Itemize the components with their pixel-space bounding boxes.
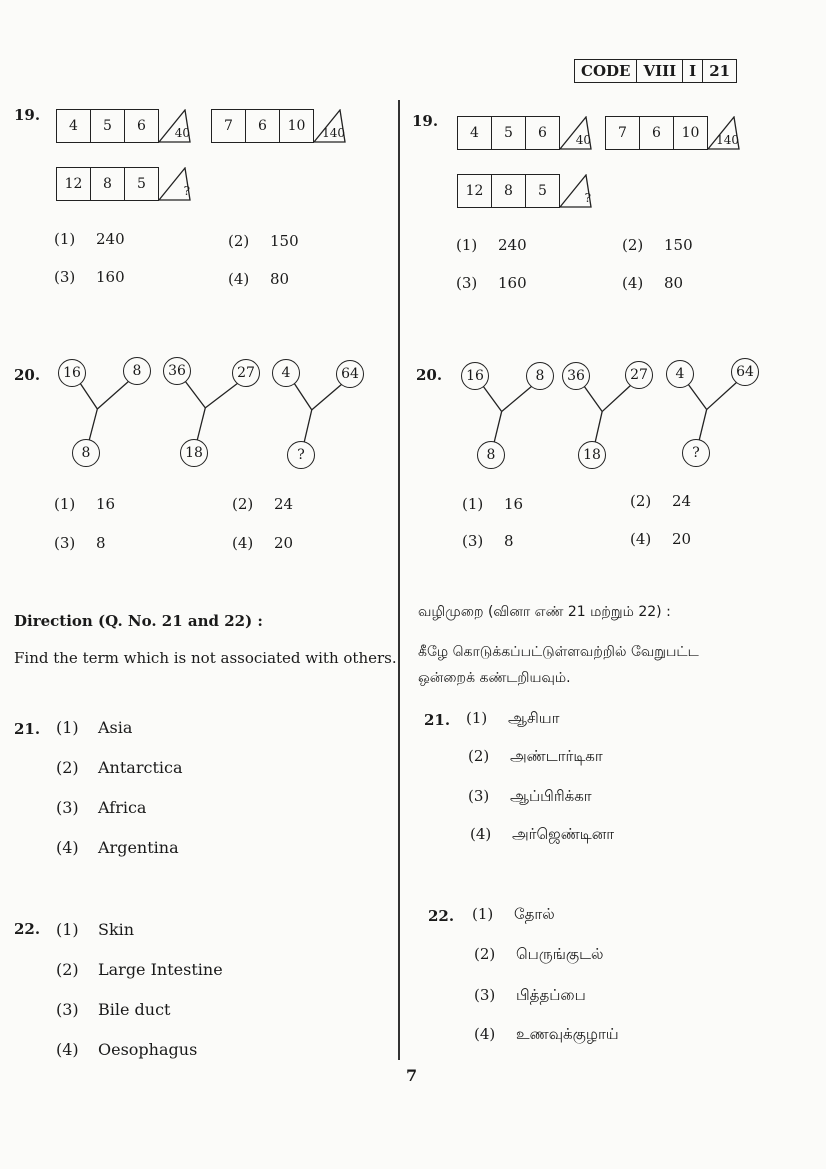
- tree-branch: [699, 410, 707, 441]
- left-q19-option-2[interactable]: (2) 150: [228, 232, 299, 250]
- right-instruction-line-1: கீழே கொடுக்கப்பட்டுள்ளவற்றில் வேறுபட்ட: [418, 644, 699, 660]
- tree-2-top-left-circle: 36: [562, 362, 590, 390]
- triangle-value: 40: [174, 126, 190, 140]
- triangle-cell: [159, 109, 191, 143]
- sequence-a: [56, 109, 191, 143]
- tree-branch: [595, 412, 602, 443]
- left-q22-option-2[interactable]: (2) Large Intestine: [56, 960, 223, 979]
- sequence-cell: 5: [491, 116, 525, 150]
- sequence-cell: 8: [90, 167, 124, 201]
- tree-branch: [294, 383, 312, 410]
- left-direction-heading: Direction (Q. No. 21 and 22) :: [14, 612, 263, 630]
- right-q19-option-4[interactable]: (4) 80: [622, 274, 684, 292]
- left-q20-option-3[interactable]: (3) 8: [54, 534, 106, 552]
- right-q22-option-1[interactable]: (1) தோல்: [472, 905, 555, 923]
- tree-branch: [89, 409, 97, 441]
- tree-1-top-left-circle: 16: [58, 359, 86, 387]
- right-q19-option-1[interactable]: (1) 240: [456, 236, 527, 254]
- page-number: 7: [406, 1066, 418, 1085]
- right-q22-option-2[interactable]: (2) பெருங்குடல்: [474, 945, 604, 963]
- tree-3-top-left-circle: 4: [272, 359, 300, 387]
- tree-branch: [185, 381, 205, 408]
- sequence-cell: 10: [279, 109, 314, 143]
- tree-1-top-right-circle: 8: [526, 362, 554, 390]
- tree-branch: [304, 410, 312, 443]
- left-q21-option-1[interactable]: (1) Asia: [56, 718, 133, 737]
- right-q21-option-4[interactable]: (4) அர்ஜெண்டினா: [470, 825, 615, 843]
- triangle-cell: [560, 116, 592, 150]
- right-q21-option-3[interactable]: (3) ஆப்பிரிக்கா: [468, 787, 592, 805]
- column-divider: [398, 100, 400, 1060]
- right-q20-option-2[interactable]: (2) 24: [630, 492, 692, 510]
- triangle-value: 140: [716, 133, 739, 147]
- tree-2-bottom-circle: 18: [180, 439, 208, 467]
- sequence-cell: 6: [245, 109, 279, 143]
- tree-branch: [483, 386, 502, 412]
- sequence-b: [605, 116, 740, 150]
- triangle-value: 40: [575, 133, 591, 147]
- tree-branch: [80, 383, 97, 409]
- right-instruction-line-2: ஒன்றைக் கண்டறியவும்.: [418, 670, 571, 686]
- tree-3-bottom-circle: ?: [287, 441, 315, 469]
- left-q20-option-4[interactable]: (4) 20: [232, 534, 294, 552]
- sequence-cell: 7: [211, 109, 245, 143]
- left-q22-number: 22.: [14, 920, 41, 938]
- left-q19-number: 19.: [14, 106, 41, 124]
- left-q22-option-4[interactable]: (4) Oesophagus: [56, 1040, 198, 1059]
- left-q20-option-1[interactable]: (1) 16: [54, 495, 116, 513]
- tree-1-top-left-circle: 16: [461, 362, 489, 390]
- sequence-cell: 6: [639, 116, 673, 150]
- right-q20-option-3[interactable]: (3) 8: [462, 532, 514, 550]
- tree-2-bottom-circle: 18: [578, 441, 606, 469]
- code-label: CODE: [575, 60, 637, 82]
- tree-branch: [602, 385, 631, 412]
- paper-code-box: [574, 59, 737, 83]
- code-paper: I: [683, 60, 703, 82]
- right-q20-option-1[interactable]: (1) 16: [462, 495, 524, 513]
- tree-1-top-right-circle: 8: [123, 357, 151, 385]
- left-q21-option-4[interactable]: (4) Argentina: [56, 838, 179, 857]
- right-q19-number: 19.: [412, 112, 439, 130]
- sequence-c: [56, 167, 191, 201]
- tree-3-bottom-circle: ?: [682, 439, 710, 467]
- right-q22-option-4[interactable]: (4) உணவுக்குழாய்: [474, 1025, 619, 1043]
- sequence-cell: 4: [457, 116, 491, 150]
- tree-branch: [312, 384, 342, 410]
- tree-1-bottom-circle: 8: [477, 441, 505, 469]
- sequence-cell: 5: [124, 167, 159, 201]
- tree-branch: [494, 412, 502, 443]
- tree-branch: [97, 381, 129, 409]
- left-q22-option-3[interactable]: (3) Bile duct: [56, 1000, 171, 1019]
- right-q21-option-2[interactable]: (2) அண்டார்டிகா: [468, 747, 603, 765]
- right-q22-number: 22.: [428, 907, 455, 925]
- tree-3-top-left-circle: 4: [666, 360, 694, 388]
- left-q21-number: 21.: [14, 720, 41, 738]
- sequence-c: [457, 174, 592, 208]
- tree-branch: [205, 383, 238, 408]
- tree-2-top-right-circle: 27: [232, 359, 260, 387]
- left-q21-option-2[interactable]: (2) Antarctica: [56, 758, 183, 777]
- tree-branch: [688, 384, 707, 410]
- code-class: VIII: [637, 60, 683, 82]
- tree-branch: [197, 408, 205, 441]
- tree-1-bottom-circle: 8: [72, 439, 100, 467]
- sequence-a: [457, 116, 592, 150]
- sequence-cell: 10: [673, 116, 708, 150]
- tree-branch: [707, 382, 737, 410]
- triangle-value: 140: [322, 126, 345, 140]
- sequence-cell: 6: [525, 116, 560, 150]
- left-instruction: Find the term which is not associated with others.: [14, 649, 397, 667]
- right-q19-option-2[interactable]: (2) 150: [622, 236, 693, 254]
- tree-branch: [584, 386, 602, 412]
- right-q20-number: 20.: [416, 366, 443, 384]
- triangle-value: ?: [584, 191, 591, 205]
- right-q19-option-3[interactable]: (3) 160: [456, 274, 527, 292]
- left-q21-option-3[interactable]: (3) Africa: [56, 798, 147, 817]
- right-q22-option-3[interactable]: (3) பித்தப்பை: [474, 986, 586, 1004]
- sequence-b: [211, 109, 346, 143]
- left-q22-option-1[interactable]: (1) Skin: [56, 920, 135, 939]
- left-q19-option-1[interactable]: (1) 240: [54, 230, 125, 248]
- right-direction-heading: வழிமுறை (வினா எண் 21 மற்றும் 22) :: [418, 604, 671, 620]
- triangle-cell: [314, 109, 346, 143]
- tree-branch: [502, 386, 532, 412]
- left-q19-option-3[interactable]: (3) 160: [54, 268, 125, 286]
- sequence-cell: 4: [56, 109, 90, 143]
- sequence-cell: 12: [457, 174, 491, 208]
- sequence-cell: 6: [124, 109, 159, 143]
- right-q21-option-1[interactable]: (1) ஆசியா: [466, 709, 560, 727]
- tree-2-top-right-circle: 27: [625, 361, 653, 389]
- sequence-cell: 7: [605, 116, 639, 150]
- sequence-cell: 5: [90, 109, 124, 143]
- tree-3-top-right-circle: 64: [336, 360, 364, 388]
- triangle-cell: [560, 174, 592, 208]
- right-q20-option-4[interactable]: (4) 20: [630, 530, 692, 548]
- sequence-cell: 5: [525, 174, 560, 208]
- tree-2-top-left-circle: 36: [163, 357, 191, 385]
- triangle-cell: [708, 116, 740, 150]
- left-q19-option-4[interactable]: (4) 80: [228, 270, 290, 288]
- left-q20-number: 20.: [14, 366, 41, 384]
- triangle-cell: [159, 167, 191, 201]
- tree-3-top-right-circle: 64: [731, 358, 759, 386]
- code-number: 21: [709, 62, 731, 80]
- triangle-value: ?: [183, 184, 190, 198]
- right-q21-number: 21.: [424, 711, 451, 729]
- left-q20-option-2[interactable]: (2) 24: [232, 495, 294, 513]
- sequence-cell: 12: [56, 167, 90, 201]
- sequence-cell: 8: [491, 174, 525, 208]
